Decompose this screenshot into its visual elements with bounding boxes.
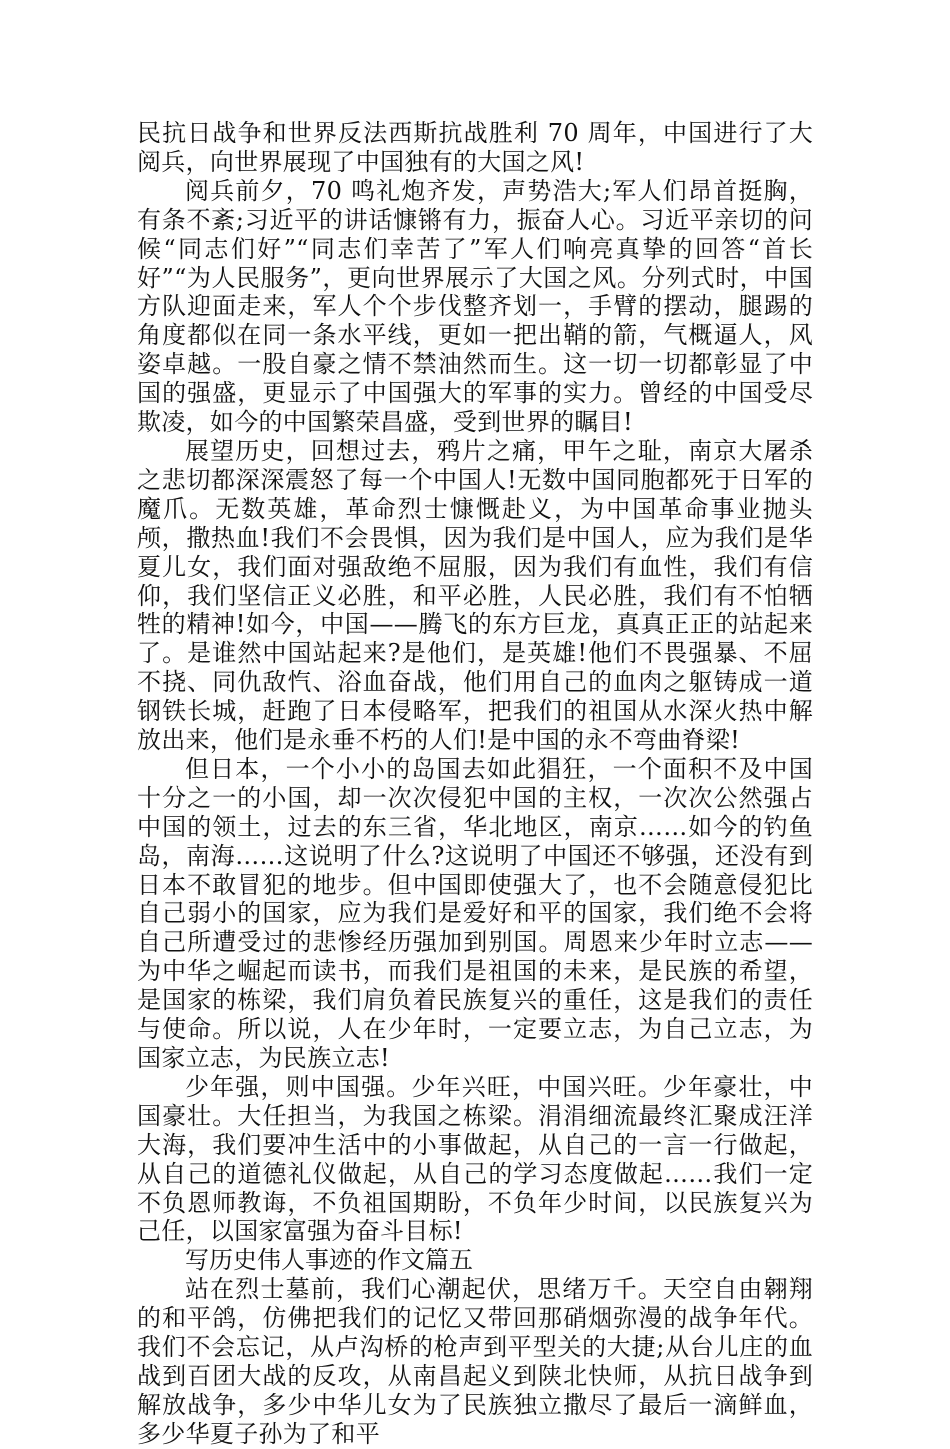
paragraph-1: 民抗日战争和世界反法西斯抗战胜利 70 周年，中国进行了大阅兵，向世界展现了中国独有的大国之风!: [137, 119, 813, 176]
paragraph-2: 阅兵前夕，70 鸣礼炮齐发，声势浩大;军人们昂首挺胸，有条不紊;习近平的讲话慷锵有力，振奋人心。习近平亲切的问候“同志们好”“同志们幸苦了”军人们响亮真挚的回答“首长好”“为人民服务”，更向世界展示了大国之风。分列式时，中国方队迎面走来，军人个个步伐整齐划一，手臂的摆动，腿踢的角度都似在同一条水平线，更如一把出鞘的箭，气概逼人，风姿卓越。一股自豪之情不禁油然而生。这一切一切都彰显了中国的强盛，更显示了中国强大的军事的实力。曾经的中国受尽欺凌，如今的中国繁荣昌盛，受到世界的瞩目!: [137, 176, 813, 437]
paragraph-4: 但日本，一个小小的岛国去如此猖狂，一个面积不及中国十分之一的小国，却一次次侵犯中国的主权，一次次公然强占中国的领土，过去的东三省，华北地区，南京……如今的钓鱼岛，南海……这说明了什么?这说明了中国还不够强，还没有到日本不敢冒犯的地步。但中国即使强大了，也不会随意侵犯比自己弱小的国家，应为我们是爱好和平的国家，我们绝不会将自己所遭受过的悲惨经历强加到别国。周恩来少年时立志——为中华之崛起而读书，而我们是祖国的未来，是民族的希望，是国家的栋梁，我们肩负着民族复兴的重任，这是我们的责任与使命。所以说，人在少年时，一定要立志，为自己立志，为国家立志，为民族立志!: [137, 754, 813, 1072]
document-page: [137, 119, 813, 1449]
paragraph-5: 少年强，则中国强。少年兴旺，中国兴旺。少年豪壮，中国豪壮。大任担当，为我国之栋梁。涓涓细流最终汇聚成汪洋大海，我们要冲生活中的小事做起，从自己的一言一行做起，从自己的道德礼仪做起，从自己的学习态度做起……我们一定不负恩师教诲，不负祖国期盼，不负年少时间，以民族复兴为己任，以国家富强为奋斗目标!: [137, 1072, 813, 1246]
paragraph-6: 站在烈士墓前，我们心潮起伏，思绪万千。天空自由翱翔的和平鸽，仿佛把我们的记忆又带回那硝烟弥漫的战争年代。我们不会忘记，从卢沟桥的枪声到平型关的大捷;从台儿庄的血战到百团大战的反攻，从南昌起义到陕北快师，从抗日战争到解放战争，多少中华儿女为了民族独立撒尽了最后一滴鲜血，多少华夏子孙为了和平: [137, 1275, 813, 1448]
section-heading: 写历史伟人事迹的作文篇五: [185, 1246, 473, 1275]
paragraph-3: 展望历史，回想过去，鸦片之痛，甲午之耻，南京大屠杀之悲切都深深震怒了每一个中国人!无数中国同胞都死于日军的魔爪。无数英雄，革命烈士慷慨赴义，为中国革命事业抛头颅，撒热血!我们不会畏惧，因为我们是中国人，应为我们是华夏儿女，我们面对强敌绝不屈服，因为我们有血性，我们有信仰，我们坚信正义必胜，和平必胜，人民必胜，我们有不怕牺牲的精神!如今，中国——腾飞的东方巨龙，真真正正的站起来了。是谁然中国站起来?是他们，是英雄!他们不畏强暴、不屈不挠、同仇敌忾、浴血奋战，他们用自己的血肉之躯铸成一道钢铁长城，赶跑了日本侵略军，把我们的祖国从水深火热中解放出来，他们是永垂不朽的人们!是中国的永不弯曲脊梁!: [137, 436, 813, 755]
